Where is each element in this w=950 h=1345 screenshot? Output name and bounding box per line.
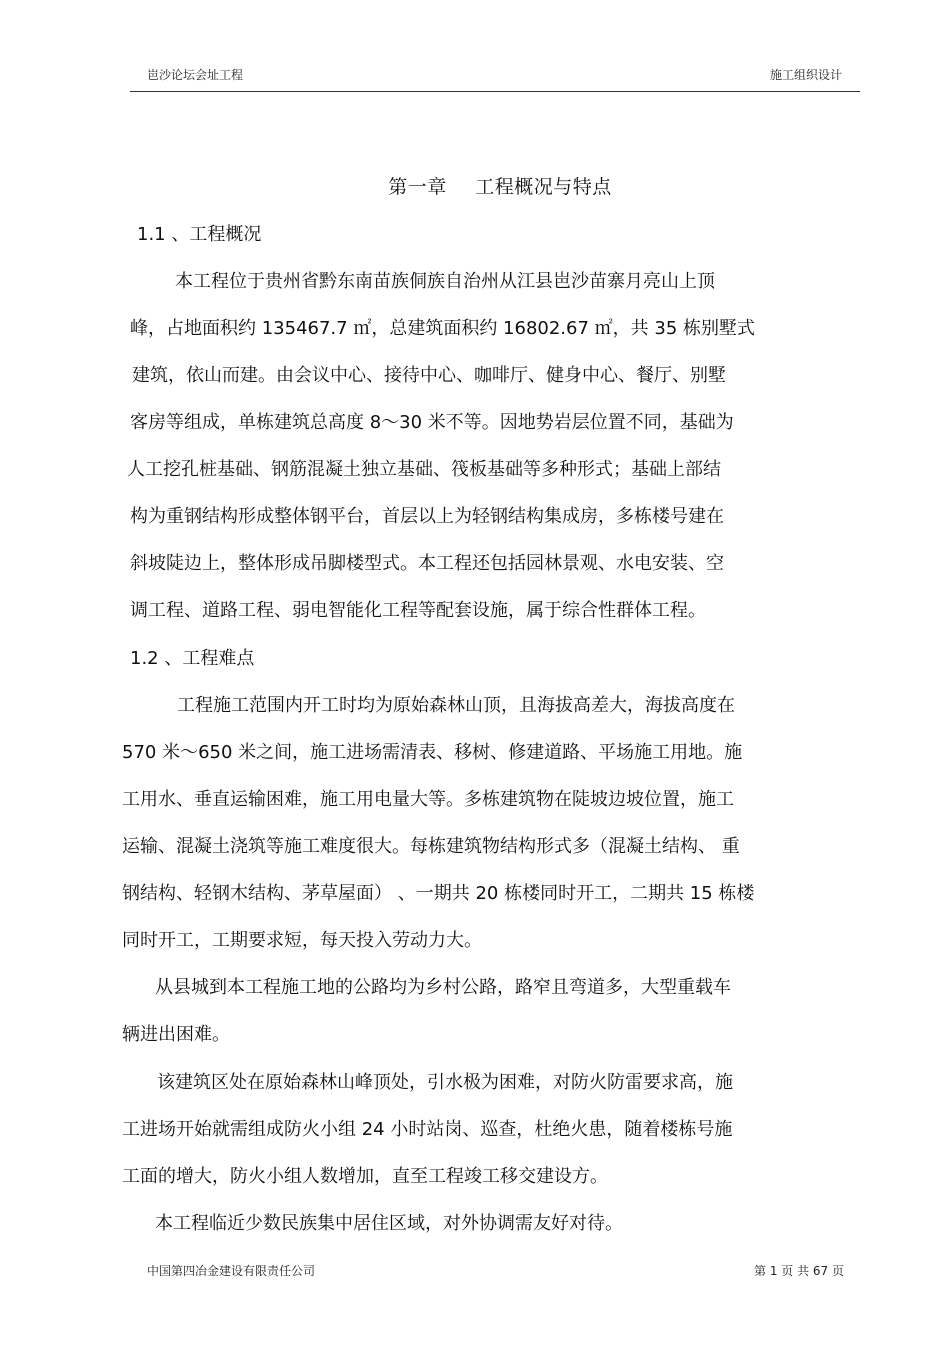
paragraph-line: 运输、混凝土浇筑等施工难度很大。每栋建筑物结构形式多（混凝土结构、 重 [122,836,740,857]
paragraph-line: 本工程位于贵州省黔东南苗族侗族自治州从江县岜沙苗寨月亮山上顶 [175,271,715,292]
footer-company: 中国第四冶金建设有限责任公司 [147,1264,316,1278]
section-heading-1-2: 1.2 、工程难点 [130,648,255,669]
paragraph-line: 本工程临近少数民族集中居住区域，对外协调需友好对待。 [155,1213,623,1234]
paragraph-line: 工进场开始就需组成防火小组 24 小时站岗、巡查，杜绝火患，随着楼栋号施 [122,1119,733,1140]
paragraph-line: 调工程、道路工程、弱电智能化工程等配套设施，属于综合性群体工程。 [130,600,706,621]
paragraph-line: 构为重钢结构形成整体钢平台，首层以上为轻钢结构集成房，多栋楼号建在 [130,506,724,527]
paragraph-line: 工面的增大，防火小组人数增加，直至工程竣工移交建设方。 [122,1166,608,1187]
paragraph-line: 570 米～650 米之间，施工进场需清表、移树、修建道路、平场施工用地。施 [122,742,743,763]
paragraph-line: 峰，占地面积约 135467.7 ㎡，总建筑面积约 16802.67 ㎡，共 35 栋别墅式 [130,318,756,339]
paragraph-line: 该建筑区处在原始森林山峰顶处，引水极为困难，对防火防雷要求高，施 [157,1072,733,1093]
header-doc-type: 施工组织设计 [769,68,842,82]
paragraph-line: 斜坡陡边上，整体形成吊脚楼型式。本工程还包括园林景观、水电安装、空 [130,553,724,574]
chapter-title: 第一章 工程概况与特点 [388,176,612,198]
footer-page-number: 第 1 页 共 67 页 [754,1264,844,1278]
paragraph-line: 同时开工，工期要求短，每天投入劳动力大。 [122,930,482,951]
paragraph-line: 钢结构、轻钢木结构、茅草屋面） 、一期共 20 栋楼同时开工，二期共 15 栋楼 [122,883,755,904]
header-project-name: 岜沙论坛会址工程 [147,68,244,82]
section-heading-1-1: 1.1 、工程概况 [137,224,262,245]
paragraph-line: 从县城到本工程施工地的公路均为乡村公路，路窄且弯道多，大型重载车 [155,977,731,998]
paragraph-line: 辆进出困难。 [122,1024,230,1045]
paragraph-line: 人工挖孔桩基础、钢筋混凝土独立基础、筏板基础等多种形式；基础上部结 [127,459,721,480]
paragraph-line: 工程施工范围内开工时均为原始森林山顶，且海拔高差大，海拔高度在 [177,695,735,716]
header-rule [130,91,860,92]
paragraph-line: 工用水、垂直运输困难，施工用电量大等。多栋建筑物在陡坡边坡位置，施工 [122,789,734,810]
paragraph-line: 建筑，依山而建。由会议中心、接待中心、咖啡厅、健身中心、餐厅、别墅 [132,365,726,386]
paragraph-line: 客房等组成，单栋建筑总高度 8～30 米不等。因地势岩层位置不同，基础为 [130,412,734,433]
